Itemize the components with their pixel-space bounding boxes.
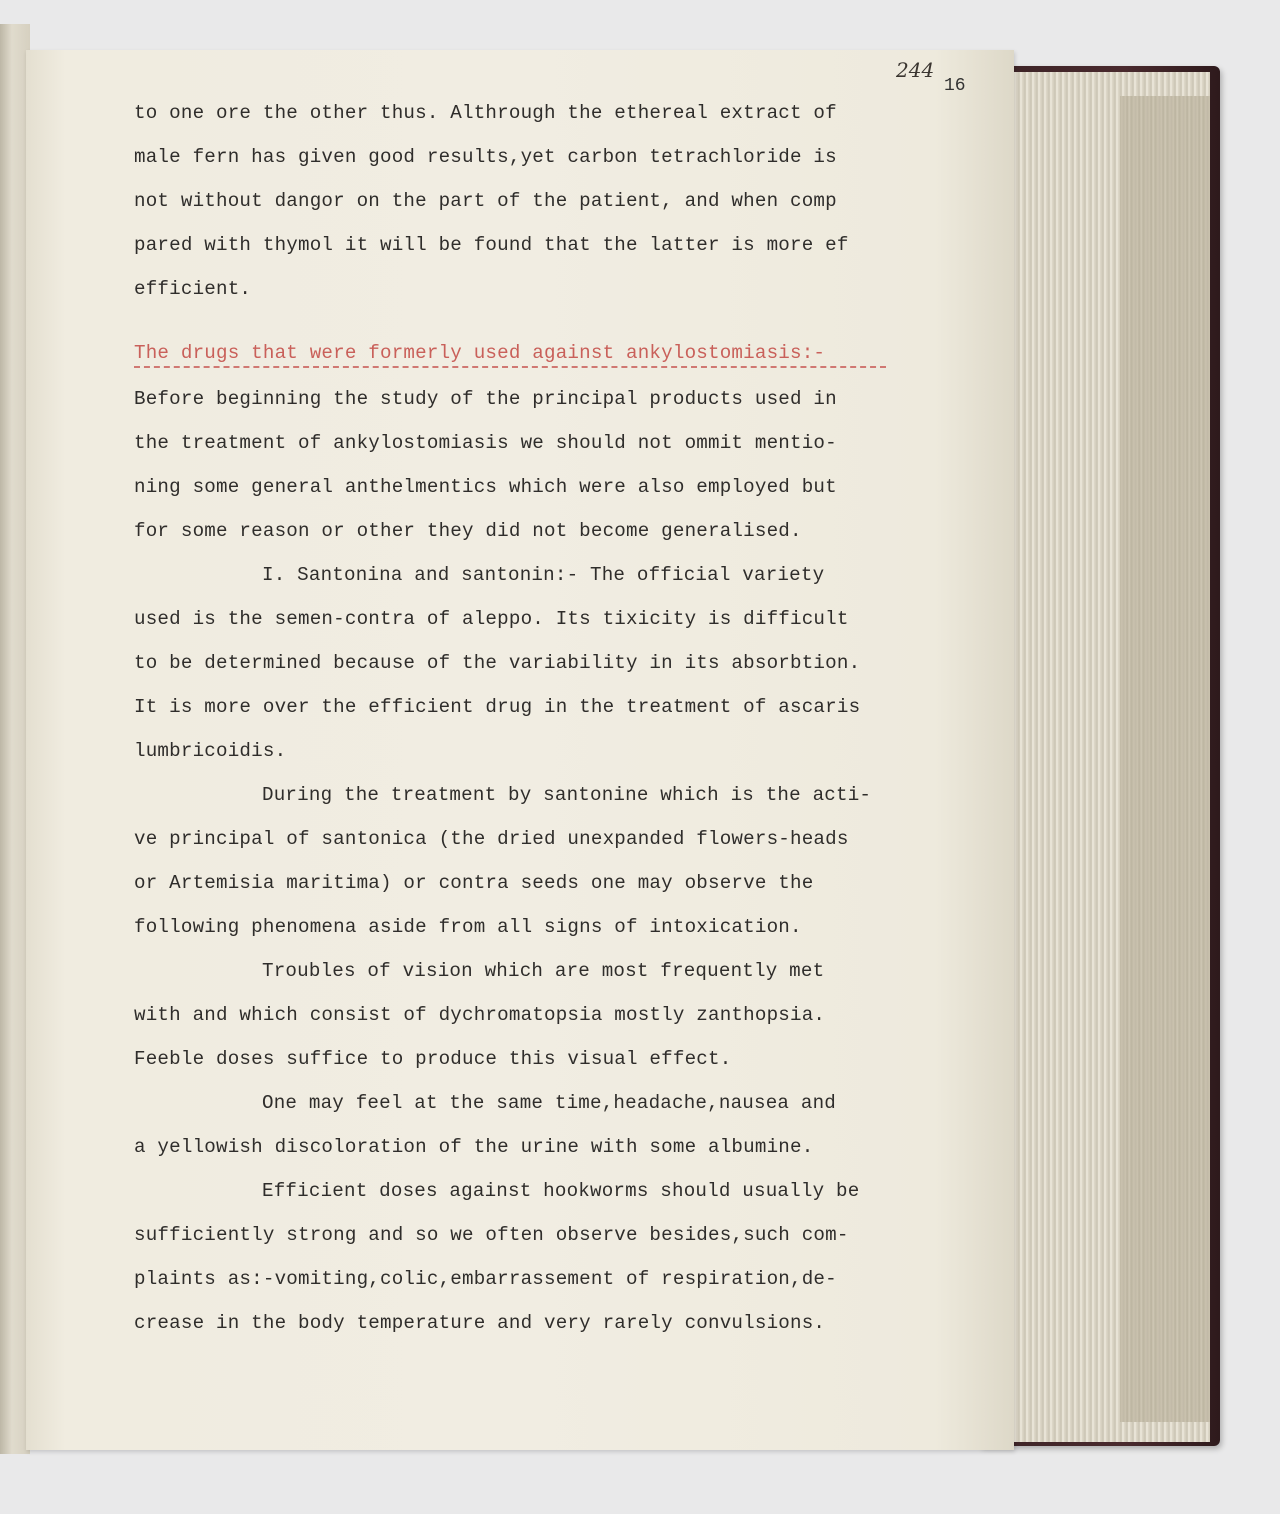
text-line: Feeble doses suffice to produce this visual effect.: [134, 1048, 732, 1070]
text-line: One may feel at the same time,headache,nausea and: [262, 1092, 837, 1114]
spacer: [134, 318, 954, 338]
page-text: [134, 98, 954, 1352]
text-line: pared with thymol it will be found that the latter is more ef: [134, 234, 849, 256]
text-line: plaints as:-vomiting,colic,embarrassement of respiration,de-: [134, 1268, 837, 1290]
handwritten-folio-number: 244: [896, 58, 935, 82]
text-line: following phenomena aside from all signs of intoxication.: [134, 916, 802, 938]
text-line: Before beginning the study of the principal products used in: [134, 388, 837, 410]
text-line: efficient.: [134, 278, 252, 300]
text-line: male fern has given good results,yet carbon tetrachloride is: [134, 146, 837, 168]
text-line: crease in the body temperature and very rarely convulsions.: [134, 1312, 826, 1334]
text-line: lumbricoidis.: [134, 740, 287, 762]
text-line: It is more over the efficient drug in the treatment of ascaris: [134, 696, 861, 718]
page-block-shadow: [1120, 96, 1210, 1422]
text-line: with and which consist of dychromatopsia mostly zanthopsia.: [134, 1004, 826, 1026]
text-line: a yellowish discoloration of the urine with some albumine.: [134, 1136, 814, 1158]
text-line: used is the semen-contra of aleppo. Its tixicity is difficult: [134, 608, 849, 630]
text-line: I. Santonina and santonin:- The official variety: [262, 564, 825, 586]
text-line: During the treatment by santonine which is the acti-: [262, 784, 872, 806]
text-line: for some reason or other they did not become generalised.: [134, 520, 802, 542]
text-line: sufficiently strong and so we often observe besides,such com-: [134, 1224, 849, 1246]
page-number: 16: [944, 76, 966, 96]
text-line: Troubles of vision which are most frequently met: [262, 960, 825, 982]
text-line: to one ore the other thus. Althrough the ethereal extract of: [134, 102, 837, 124]
text-line: the treatment of ankylostomiasis we should not ommit mentio-: [134, 432, 837, 454]
text-line: ve principal of santonica (the dried unexpanded flowers-heads: [134, 828, 849, 850]
text-line: Efficient doses against hookworms should usually be: [262, 1180, 860, 1202]
text-line: or Artemisia maritima) or contra seeds one may observe the: [134, 872, 814, 894]
section-heading: The drugs that were formerly used against ankylostomiasis:-: [134, 342, 826, 364]
text-line: ning some general anthelmentics which were also employed but: [134, 476, 837, 498]
text-line: not without dangor on the part of the patient, and when comp: [134, 190, 837, 212]
text-line: to be determined because of the variability in its absorbtion.: [134, 652, 861, 674]
